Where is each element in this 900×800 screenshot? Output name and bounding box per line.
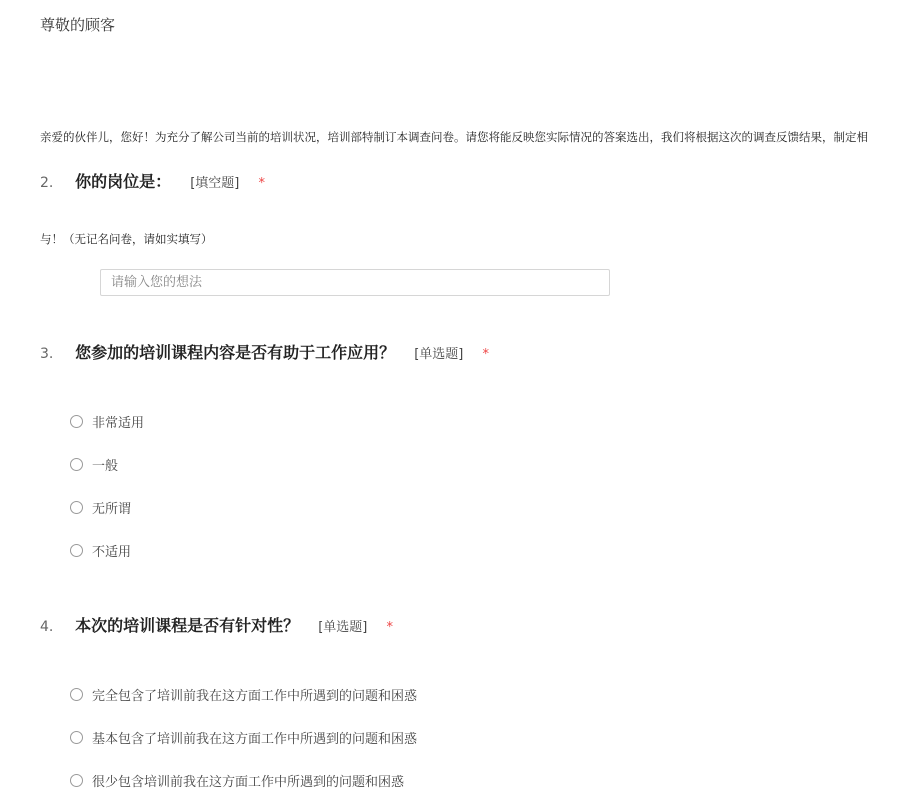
- option-mostly-covered[interactable]: [70, 728, 417, 747]
- radio-button[interactable]: [70, 415, 83, 428]
- option-label: 很少包含培训前我在这方面工作中所遇到的问题和困惑: [92, 775, 405, 790]
- radio-button[interactable]: [70, 458, 83, 471]
- question-type: [单选题]: [414, 347, 464, 362]
- option-average[interactable]: [70, 455, 118, 474]
- option-very-applicable[interactable]: [70, 412, 144, 431]
- radio-button[interactable]: [70, 544, 83, 557]
- question-3-header: [40, 340, 489, 363]
- option-indifferent[interactable]: [70, 498, 131, 517]
- option-label: 非常适用: [92, 416, 145, 431]
- position-input[interactable]: [100, 269, 610, 296]
- option-not-applicable[interactable]: [70, 541, 131, 560]
- radio-button[interactable]: [70, 774, 83, 787]
- question-title: 你的岗位是：: [75, 172, 172, 191]
- option-label: 完全包含了培训前我在这方面工作中所遇到的问题和困惑: [92, 689, 418, 704]
- survey-greeting: 尊敬的顾客: [40, 16, 116, 34]
- radio-button[interactable]: [70, 688, 83, 701]
- option-label: 一般: [92, 459, 119, 474]
- option-label: 无所谓: [92, 502, 132, 517]
- question-type: [填空题]: [190, 176, 240, 191]
- question-2-header: [40, 169, 265, 192]
- question-number: 2.: [40, 175, 54, 191]
- radio-button[interactable]: [70, 501, 83, 514]
- required-marker: *: [258, 176, 265, 191]
- radio-button[interactable]: [70, 731, 83, 744]
- question-type: [单选题]: [318, 620, 368, 635]
- question-title: 本次的培训课程是否有针对性？: [75, 616, 300, 635]
- question-number: 4.: [40, 619, 54, 635]
- intro-line: 亲爱的伙伴儿，您好！为充分了解公司当前的培训状况，培训部特制订本调查问卷。请您将能反映您实际情况的答案选出，我们将根据这次的调查反馈结果，制定相: [40, 130, 868, 144]
- option-label: 基本包含了培训前我在这方面工作中所遇到的问题和困惑: [92, 732, 418, 747]
- option-label: 不适用: [92, 545, 132, 560]
- question-4-header: [40, 613, 393, 636]
- intro-line: 与！（无记名问卷，请如实填写）: [40, 232, 213, 246]
- option-rarely-covered[interactable]: [70, 771, 404, 790]
- option-fully-covered[interactable]: [70, 685, 417, 704]
- question-title: 您参加的培训课程内容是否有助于工作应用？: [75, 343, 396, 362]
- required-marker: *: [482, 347, 489, 362]
- question-number: 3.: [40, 346, 54, 362]
- required-marker: *: [386, 620, 393, 635]
